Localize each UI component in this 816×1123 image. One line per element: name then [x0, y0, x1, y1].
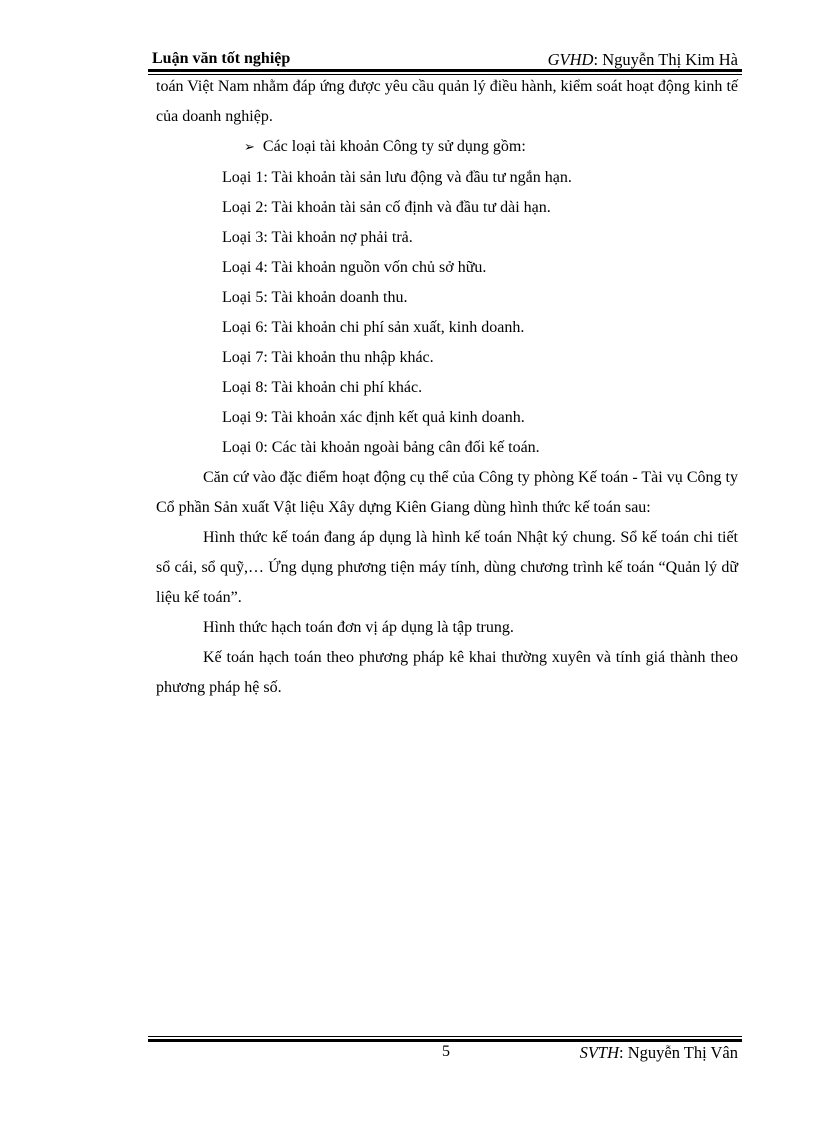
paragraph-centralized: Hình thức hạch toán đơn vị áp dụng là tập trung.	[203, 619, 514, 636]
account-type-7: Loại 7: Tài khoản thu nhập khác.	[222, 349, 434, 366]
student-label: SVTH	[579, 1043, 619, 1062]
paragraph-basis: Căn cứ vào đặc điểm hoạt động cụ thể của Công ty phòng Kế toán - Tài vụ Công ty Cổ phần Sản xuất Vật liệu Xây dựng Kiên Giang dùng hình thức kế toán sau:	[156, 469, 738, 516]
account-type-0: Loại 0: Các tài khoản ngoài bảng cân đối kế toán.	[222, 439, 540, 456]
page-footer	[148, 1040, 742, 1064]
student-separator: :	[618, 1043, 628, 1062]
account-type-3: Loại 3: Tài khoản nợ phải trả.	[222, 229, 413, 246]
account-type-6: Loại 6: Tài khoản chi phí sản xuất, kinh doanh.	[222, 319, 525, 336]
paragraph-method: Kế toán hạch toán theo phương pháp kê khai thường xuyên và tính giá thành theo phương pháp hệ số.	[156, 649, 738, 696]
student-info	[580, 1043, 738, 1063]
paragraph-intro: toán Việt Nam nhằm đáp ứng được yêu cầu quản lý điều hành, kiểm soát hoạt động kinh tế của doanh nghiệp.	[156, 78, 738, 125]
page-number: 5	[442, 1043, 450, 1060]
student-name: Nguyễn Thị Vân	[627, 1043, 738, 1062]
bullet-item	[156, 132, 738, 163]
arrow-bullet-icon: ➢	[244, 140, 255, 155]
account-type-8: Loại 8: Tài khoản chi phí khác.	[222, 379, 423, 396]
footer-rule-thin	[148, 1036, 742, 1037]
account-type-9: Loại 9: Tài khoản xác định kết quả kinh doanh.	[222, 409, 525, 426]
account-type-1: Loại 1: Tài khoản tài sản lưu động và đầu tư ngắn hạn.	[222, 169, 572, 186]
bullet-text: Các loại tài khoản Công ty sử dụng gồm:	[262, 138, 526, 155]
advisor-info	[548, 50, 738, 70]
advisor-name: Nguyễn Thị Kim Hà	[602, 50, 738, 69]
advisor-separator: :	[593, 50, 603, 69]
paragraph-accounting-form: Hình thức kế toán đang áp dụng là hình kế toán Nhật ký chung. Sổ kế toán chi tiết sổ cái, sổ quỹ,… Ứng dụng phương tiện máy tính, dùng chương trình kế toán “Quản lý dữ liệu kế toán”.	[156, 529, 738, 606]
advisor-label: GVHD	[547, 50, 594, 69]
account-type-5: Loại 5: Tài khoản doanh thu.	[222, 289, 408, 306]
thesis-title: Luận văn tốt nghiệp	[152, 50, 291, 67]
document-body	[156, 72, 738, 703]
account-type-4: Loại 4: Tài khoản nguồn vốn chủ sở hữu.	[222, 259, 487, 276]
account-type-2: Loại 2: Tài khoản tài sản cố định và đầu tư dài hạn.	[222, 199, 551, 216]
